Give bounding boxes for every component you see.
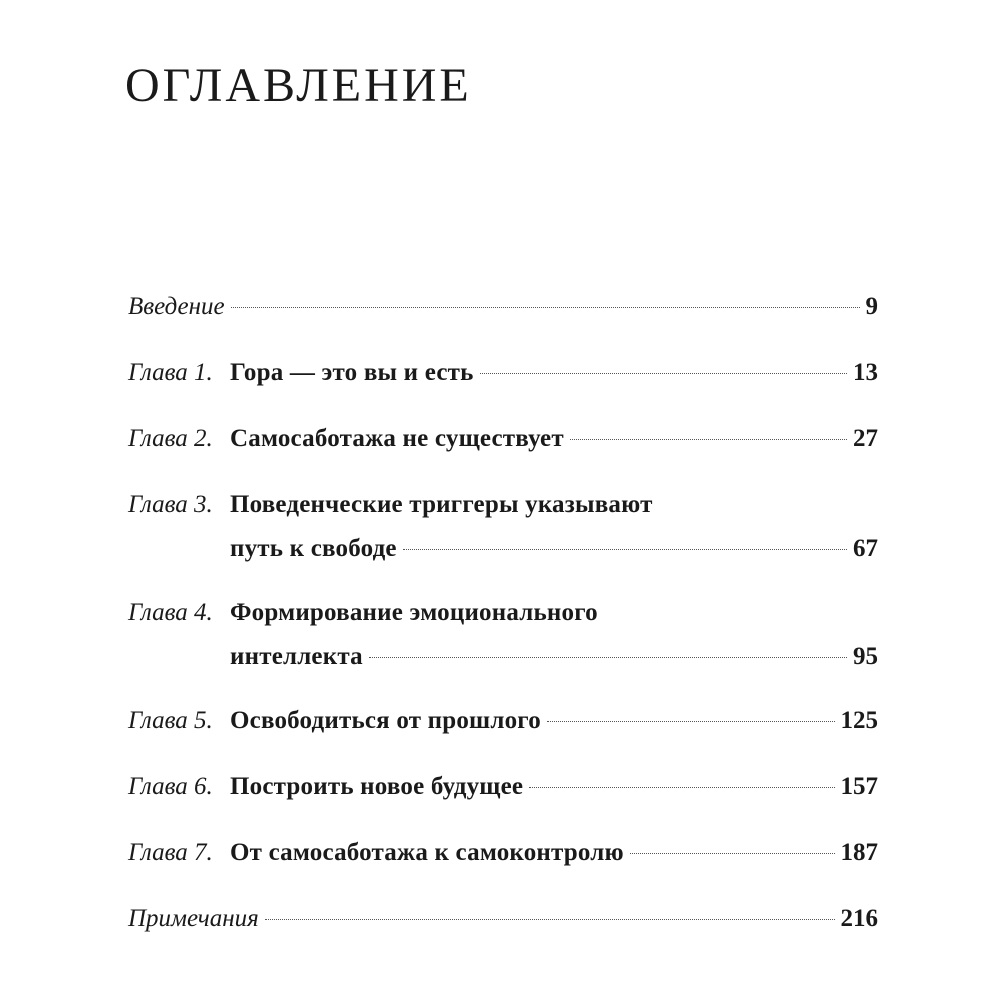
dot-leader xyxy=(231,307,860,308)
toc-page-number: 67 xyxy=(853,535,878,562)
page-title: ОГЛАВЛЕНИЕ xyxy=(125,59,472,112)
toc-page-number: 95 xyxy=(853,643,878,670)
toc-entry-chapter-1 xyxy=(128,351,878,395)
toc-page-number: 216 xyxy=(840,905,878,932)
chapter-label: Глава 7. xyxy=(128,839,213,866)
toc-page-number: 13 xyxy=(853,359,878,386)
chapter-label: Глава 1. xyxy=(128,359,213,386)
toc-entry-chapter-6 xyxy=(128,765,878,809)
toc-page-number: 9 xyxy=(865,293,878,320)
chapter-label: Глава 2. xyxy=(128,425,213,452)
chapter-label: Глава 3. xyxy=(128,491,213,518)
toc-entry-chapter-4 xyxy=(128,591,878,679)
toc-entry-chapter-2 xyxy=(128,417,878,461)
dot-leader xyxy=(265,919,835,920)
toc-entry-chapter-5 xyxy=(128,699,878,743)
chapter-label: Глава 5. xyxy=(128,707,213,734)
dot-leader xyxy=(630,853,835,854)
chapter-title-line-1: Поведенческие триггеры указывают xyxy=(230,491,653,518)
toc-page-number: 125 xyxy=(840,707,878,734)
toc-entry-label: Введение xyxy=(128,293,225,320)
chapter-title-line-2: путь к свободе xyxy=(230,535,397,562)
toc-entry-chapter-7 xyxy=(128,831,878,875)
toc-entry-notes xyxy=(128,897,878,941)
toc-page-number: 157 xyxy=(840,773,878,800)
toc-entry-intro xyxy=(128,285,878,329)
toc-entry-label: Примечания xyxy=(128,905,259,932)
chapter-title: От самосаботажа к самоконтролю xyxy=(230,839,624,866)
chapter-title: Построить новое будущее xyxy=(230,773,524,800)
toc-page-number: 27 xyxy=(853,425,878,452)
dot-leader xyxy=(547,721,835,722)
dot-leader xyxy=(369,657,847,658)
chapter-title-line-1: Формирование эмоционального xyxy=(230,599,598,626)
chapter-title: Гора — это вы и есть xyxy=(230,359,474,386)
chapter-title: Освободиться от прошлого xyxy=(230,707,541,734)
chapter-label: Глава 4. xyxy=(128,599,213,626)
chapter-title: Самосаботажа не существует xyxy=(230,425,564,452)
dot-leader xyxy=(570,439,847,440)
chapter-title-line-2: интеллекта xyxy=(230,643,363,670)
chapter-label: Глава 6. xyxy=(128,773,213,800)
toc-entry-chapter-3 xyxy=(128,483,878,571)
dot-leader xyxy=(403,549,847,550)
toc-page-number: 187 xyxy=(840,839,878,866)
dot-leader xyxy=(480,373,847,374)
dot-leader xyxy=(529,787,834,788)
